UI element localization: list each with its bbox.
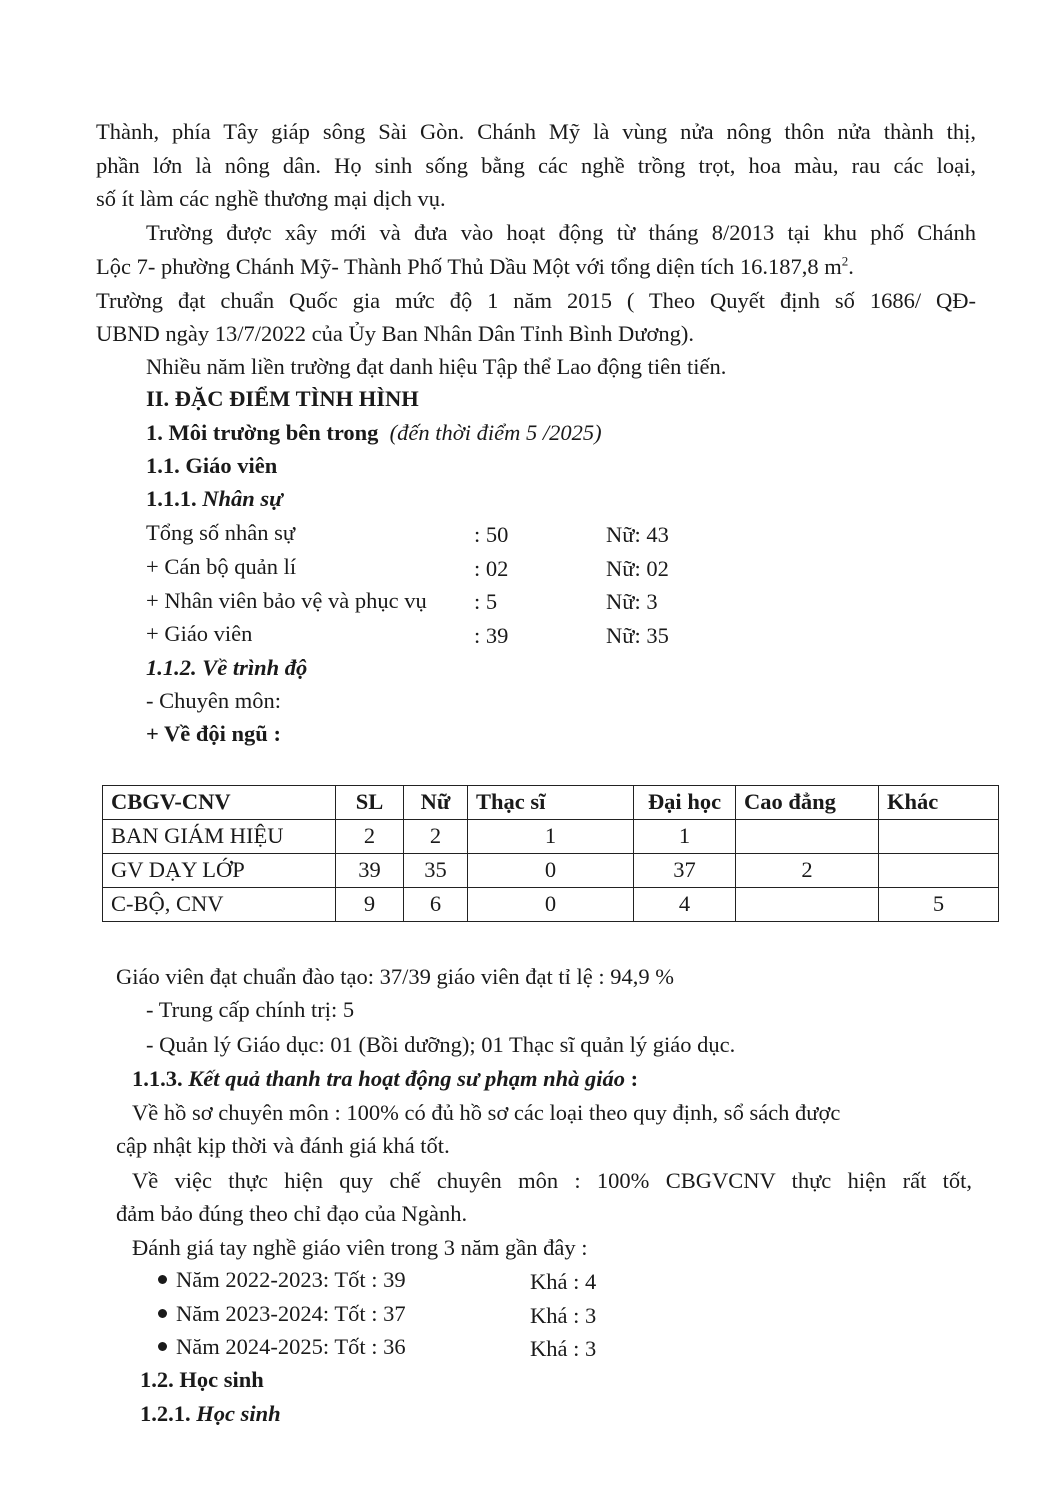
table-cell: 0 — [468, 854, 634, 888]
table-cell: 2 — [736, 854, 879, 888]
subsection-1-1-3-colon: : — [625, 1066, 639, 1091]
school-line-4: UBND ngày 13/7/2022 của Ủy Ban Nhân Dân Tỉnh Bình Dương). — [96, 321, 694, 346]
bullet-icon — [158, 1342, 167, 1351]
table-cell: 5 — [879, 888, 999, 922]
staff-total-female: Nữ: 43 — [606, 522, 669, 547]
area-superscript: 2 — [841, 253, 849, 269]
staff-teachers-value: : 39 — [474, 623, 509, 648]
rating-year-3-label: Năm 2024-2025: Tốt : 36 — [176, 1334, 406, 1359]
inspection-p2-line-2: đảm bảo đúng theo chỉ đạo của Ngành. — [116, 1201, 468, 1226]
intro-line-2: phần lớn là nông dân. Họ sinh sống bằng các nghề trồng trọt, hoa màu, rau các loại, — [96, 153, 976, 178]
table-cell: 37 — [634, 854, 736, 888]
table-header-row — [103, 786, 999, 820]
school-line-2-end: . — [848, 254, 854, 279]
table-cell: 4 — [634, 888, 736, 922]
subsection-1-1-3-heading — [132, 1068, 638, 1091]
table-cell: BAN GIÁM HIỆU — [103, 820, 336, 854]
table-header-cell: Đại học — [634, 786, 736, 820]
subsection-1-2-1-num: 1.2.1. — [140, 1401, 191, 1426]
staff-teachers-female: Nữ: 35 — [606, 623, 669, 648]
staff-service-value: : 5 — [474, 589, 498, 614]
rating-year-2 — [158, 1303, 406, 1326]
table-cell: GV DẠY LỚP — [103, 854, 336, 888]
table-cell: 2 — [336, 820, 404, 854]
table-cell: C-BỘ, CNV — [103, 888, 336, 922]
bullet-icon — [158, 1309, 167, 1318]
subsection-1-1-2-title: 1.1.2. Về trình độ — [146, 655, 308, 680]
rating-year-2-kha: Khá : 3 — [530, 1303, 597, 1328]
table-header-cell: CBGV-CNV — [103, 786, 336, 820]
staff-managers-value: : 02 — [474, 556, 509, 581]
bullet-icon — [158, 1275, 167, 1284]
table-cell: 6 — [404, 888, 468, 922]
table-cell: 2 — [404, 820, 468, 854]
table-cell — [879, 820, 999, 854]
intro-line-3: số ít làm các nghề thương mại dịch vụ. — [96, 186, 446, 211]
table-cell — [736, 820, 879, 854]
subsection-1-1-3-title: Kết quả thanh tra hoạt động sư phạm nhà giáo — [188, 1066, 625, 1091]
table-cell: 1 — [634, 820, 736, 854]
training-management: - Quản lý Giáo dục: 01 (Bồi dưỡng); 01 Thạc sĩ quản lý giáo dục. — [146, 1032, 736, 1057]
table-cell: 35 — [404, 854, 468, 888]
table-row — [103, 888, 999, 922]
section-2-title: II. ĐẶC ĐIỂM TÌNH HÌNH — [146, 386, 419, 411]
inspection-p1-line-2: cập nhật kịp thời và đánh giá khá tốt. — [116, 1133, 450, 1158]
chuyen-mon-label: - Chuyên môn: — [146, 688, 281, 713]
school-line-3: Trường đạt chuẩn Quốc gia mức độ 1 năm 2015 ( Theo Quyết định số 1686/ QĐ- — [96, 288, 976, 313]
table-header-cell: SL — [336, 786, 404, 820]
subsection-1-2-title: 1.2. Học sinh — [140, 1367, 264, 1392]
subsection-1-note: (đến thời điểm 5 /2025) — [389, 420, 602, 445]
subsection-1-1-title: 1.1. Giáo viên — [146, 453, 278, 478]
subsection-1-2-1-heading — [140, 1403, 281, 1426]
staff-managers-female: Nữ: 02 — [606, 556, 669, 581]
table-cell: 0 — [468, 888, 634, 922]
rating-year-2-label: Năm 2023-2024: Tốt : 37 — [176, 1301, 406, 1326]
school-line-5: Nhiều năm liền trường đạt danh hiệu Tập thể Lao động tiên tiến. — [146, 354, 727, 379]
school-line-1: Trường được xây mới và đưa vào hoạt động từ tháng 8/2013 tại khu phố Chánh — [146, 220, 976, 245]
rating-year-1 — [158, 1269, 406, 1292]
staff-teachers-label: + Giáo viên — [146, 621, 253, 646]
subsection-1-2-1-title: Học sinh — [196, 1401, 281, 1426]
subsection-1-1-1-title: Nhân sự — [202, 486, 283, 511]
table-cell: 1 — [468, 820, 634, 854]
inspection-p2-line-1: Về việc thực hiện quy chế chuyên môn : 100% CBGVCNV thực hiện rất tốt, — [132, 1168, 972, 1193]
table-header-cell: Nữ — [404, 786, 468, 820]
table-header-cell: Thạc sĩ — [468, 786, 634, 820]
inspection-p3: Đánh giá tay nghề giáo viên trong 3 năm gần đây : — [132, 1235, 588, 1260]
school-line-2-text: Lộc 7- phường Chánh Mỹ- Thành Phố Thủ Dầu Một với tổng diện tích 16.187,8 m — [96, 254, 842, 279]
staff-qualification-table — [102, 785, 999, 922]
subsection-1-1-1-num: 1.1.1. — [146, 486, 197, 511]
subsection-1-title: 1. Môi trường bên trong — [146, 420, 379, 445]
table-header-cell: Khác — [879, 786, 999, 820]
table-header-cell: Cao đẳng — [736, 786, 879, 820]
rating-year-3-kha: Khá : 3 — [530, 1336, 597, 1361]
inspection-p1-line-1: Về hồ sơ chuyên môn : 100% có đủ hồ sơ các loại theo quy định, sổ sách được — [132, 1100, 841, 1125]
rating-year-3 — [158, 1336, 406, 1359]
staff-total-label: Tổng số nhân sự — [146, 520, 296, 545]
table-cell — [879, 854, 999, 888]
rating-year-1-kha: Khá : 4 — [530, 1269, 597, 1294]
rating-year-1-label: Năm 2022-2023: Tốt : 39 — [176, 1267, 406, 1292]
subsection-1-1-3-num: 1.1.3. — [132, 1066, 183, 1091]
training-standard: Giáo viên đạt chuẩn đào tạo: 37/39 giáo viên đạt tỉ lệ : 94,9 % — [116, 964, 674, 989]
subsection-1-heading — [146, 422, 602, 445]
staff-total-value: : 50 — [474, 522, 509, 547]
training-political: - Trung cấp chính trị: 5 — [146, 997, 355, 1022]
staff-service-female: Nữ: 3 — [606, 589, 658, 614]
school-line-2 — [96, 253, 854, 279]
table-cell: 9 — [336, 888, 404, 922]
intro-line-1: Thành, phía Tây giáp sông Sài Gòn. Chánh Mỹ là vùng nửa nông thôn nửa thành thị, — [96, 119, 976, 144]
table-cell — [736, 888, 879, 922]
staff-service-label: + Nhân viên bảo vệ và phục vụ — [146, 588, 427, 613]
table-row — [103, 820, 999, 854]
table-row — [103, 854, 999, 888]
doi-ngu-label: + Về đội ngũ : — [146, 721, 281, 746]
subsection-1-1-1-heading — [146, 488, 283, 511]
table-cell: 39 — [336, 854, 404, 888]
staff-managers-label: + Cán bộ quản lí — [146, 554, 297, 579]
